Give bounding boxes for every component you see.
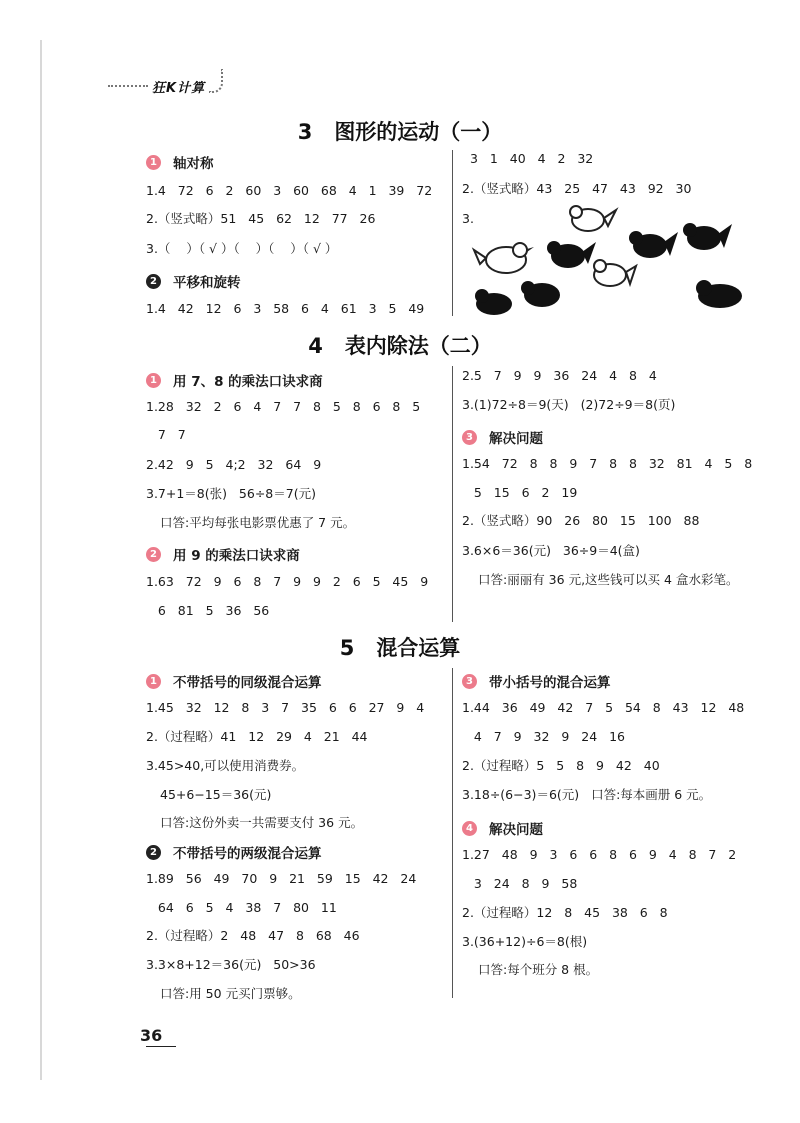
page-number: 36 [140, 1026, 163, 1045]
subsection-header [146, 842, 322, 862]
verbal-answer: 口答:丽丽有 36 元,这些钱可以买 4 盒水彩笔。 [478, 572, 739, 587]
bird-silhouette-icon [547, 241, 596, 268]
subsection-title: 带小括号的混合运算 [489, 675, 611, 691]
section-badge: 2 [146, 547, 161, 562]
section-badge: 3 [462, 430, 477, 445]
answer-line: 3.（ ）（ √ ）（ ）（ ）（ √ ） [146, 241, 338, 256]
header-curve [209, 69, 223, 93]
section-badge: 1 [146, 155, 161, 170]
column-divider [452, 366, 453, 622]
answer-line: 6 81 5 36 56 [146, 603, 270, 618]
answer-line: 3.7+1＝8(张) 56÷8＝7(元) [146, 486, 316, 501]
answer-line: 1.45 32 12 8 3 7 35 6 6 27 9 4 [146, 700, 425, 715]
answer-line: 2.（过程略）5 5 8 9 42 40 [462, 758, 660, 773]
subsection-title: 解决问题 [489, 822, 543, 838]
answer-line: 1.4 72 6 2 60 3 60 68 4 1 39 72 [146, 183, 433, 198]
subsection-title: 不带括号的两级混合运算 [173, 846, 322, 862]
answer-line: 2.5 7 9 9 36 24 4 8 4 [462, 368, 657, 383]
subsection-header [146, 271, 241, 291]
page-number-underline [146, 1046, 176, 1047]
answer-line: 3.6×6＝36(元) 36÷9＝4(盒) [462, 543, 640, 558]
verbal-answer: 口答:平均每张电影票优惠了 7 元。 [160, 515, 356, 530]
answer-line: 5 15 6 2 19 [462, 485, 578, 500]
section-number: 5 [339, 636, 355, 660]
page-header [108, 76, 223, 96]
answer-line: 2.（过程略）41 12 29 4 21 44 [146, 729, 368, 744]
bird-silhouette-icon [521, 281, 560, 307]
answer-line: 3.(36+12)÷6＝8(根) [462, 934, 588, 949]
birds-illustration [470, 200, 760, 320]
answer-line: 2.（竖式略）43 25 47 43 92 30 [462, 181, 692, 196]
subsection-title: 用 7、8 的乘法口诀求商 [173, 374, 323, 390]
section-badge: 2 [146, 845, 161, 860]
answer-line: 3.(1)72÷8＝9(天) (2)72÷9＝8(页) [462, 397, 676, 412]
bird-outline-icon [570, 206, 616, 231]
answer-line: 3 1 40 4 2 32 [470, 151, 594, 166]
section-badge: 2 [146, 274, 161, 289]
bird-silhouette-icon [696, 280, 742, 308]
subsection-title: 不带括号的同级混合运算 [173, 675, 322, 691]
answer-line: 1.44 36 49 42 7 5 54 8 43 12 48 [462, 700, 745, 715]
section-badge: 1 [146, 373, 161, 388]
section-4-title [0, 330, 800, 360]
answer-line: 1.89 56 49 70 9 21 59 15 42 24 [146, 871, 417, 886]
subsection-header [146, 152, 214, 172]
answer-line: 3.45>40,可以使用消费券。 [146, 758, 305, 773]
section-title-text: 图形的运动（一） [334, 120, 503, 144]
answer-line: 3. [462, 211, 474, 226]
section-badge: 1 [146, 674, 161, 689]
answer-line: 3.18÷(6−3)＝6(元) 口答:每本画册 6 元。 [462, 787, 712, 802]
answer-line: 2.（过程略）2 48 47 8 68 46 [146, 928, 360, 943]
brand-logo: 狂K计算 [152, 80, 206, 96]
answer-line: 2.（过程略）12 8 45 38 6 8 [462, 905, 668, 920]
answer-line: 1.27 48 9 3 6 6 8 6 9 4 8 7 2 [462, 847, 737, 862]
bird-outline-icon [594, 260, 636, 286]
answer-line: 1.4 42 12 6 3 58 6 4 61 3 5 49 [146, 301, 425, 316]
subsection-header [462, 671, 611, 691]
answer-line: 45+6−15＝36(元) [160, 787, 272, 802]
answer-line: 64 6 5 4 38 7 80 11 [146, 900, 337, 915]
answer-line: 7 7 [146, 427, 186, 442]
answer-line: 1.63 72 9 6 8 7 9 9 2 6 5 45 9 [146, 574, 429, 589]
answer-line: 2.（竖式略）90 26 80 15 100 88 [462, 513, 700, 528]
section-badge: 3 [462, 674, 477, 689]
column-divider [452, 668, 453, 998]
subsection-header [462, 427, 543, 447]
bird-silhouette-icon [475, 289, 512, 315]
verbal-answer: 口答:用 50 元买门票够。 [160, 986, 301, 1001]
bird-silhouette-icon [629, 231, 678, 258]
subsection-title: 平移和旋转 [173, 275, 241, 291]
header-dots [108, 85, 148, 87]
section-title-text: 混合运算 [376, 636, 461, 660]
answer-line: 2.（竖式略）51 45 62 12 77 26 [146, 211, 376, 226]
subsection-title: 解决问题 [489, 431, 543, 447]
section-5-title [0, 632, 800, 662]
subsection-header [146, 671, 322, 691]
answer-line: 3 24 8 9 58 [462, 876, 578, 891]
subsection-header [462, 818, 543, 838]
answer-line: 1.54 72 8 8 9 7 8 8 32 81 4 5 8 [462, 456, 753, 471]
answer-line: 1.28 32 2 6 4 7 7 8 5 8 6 8 5 [146, 399, 421, 414]
subsection-header [146, 370, 323, 390]
bird-outline-icon [474, 243, 534, 273]
answer-line: 4 7 9 32 9 24 16 [462, 729, 625, 744]
section-number: 3 [297, 120, 313, 144]
subsection-header [146, 544, 300, 564]
subsection-title: 用 9 的乘法口诀求商 [173, 548, 300, 564]
answer-line: 2.42 9 5 4;2 32 64 9 [146, 457, 322, 472]
section-3-title [0, 116, 800, 146]
section-title-text: 表内除法（二） [344, 334, 492, 358]
verbal-answer: 口答:每个班分 8 根。 [478, 962, 599, 977]
answer-line: 3.3×8+12＝36(元) 50>36 [146, 957, 316, 972]
section-badge: 4 [462, 821, 477, 836]
section-number: 4 [308, 334, 323, 358]
page-spine [40, 40, 42, 1080]
verbal-answer: 口答:这份外卖一共需要支付 36 元。 [160, 815, 364, 830]
column-divider [452, 150, 453, 316]
bird-silhouette-icon [683, 223, 732, 250]
subsection-title: 轴对称 [173, 156, 214, 172]
